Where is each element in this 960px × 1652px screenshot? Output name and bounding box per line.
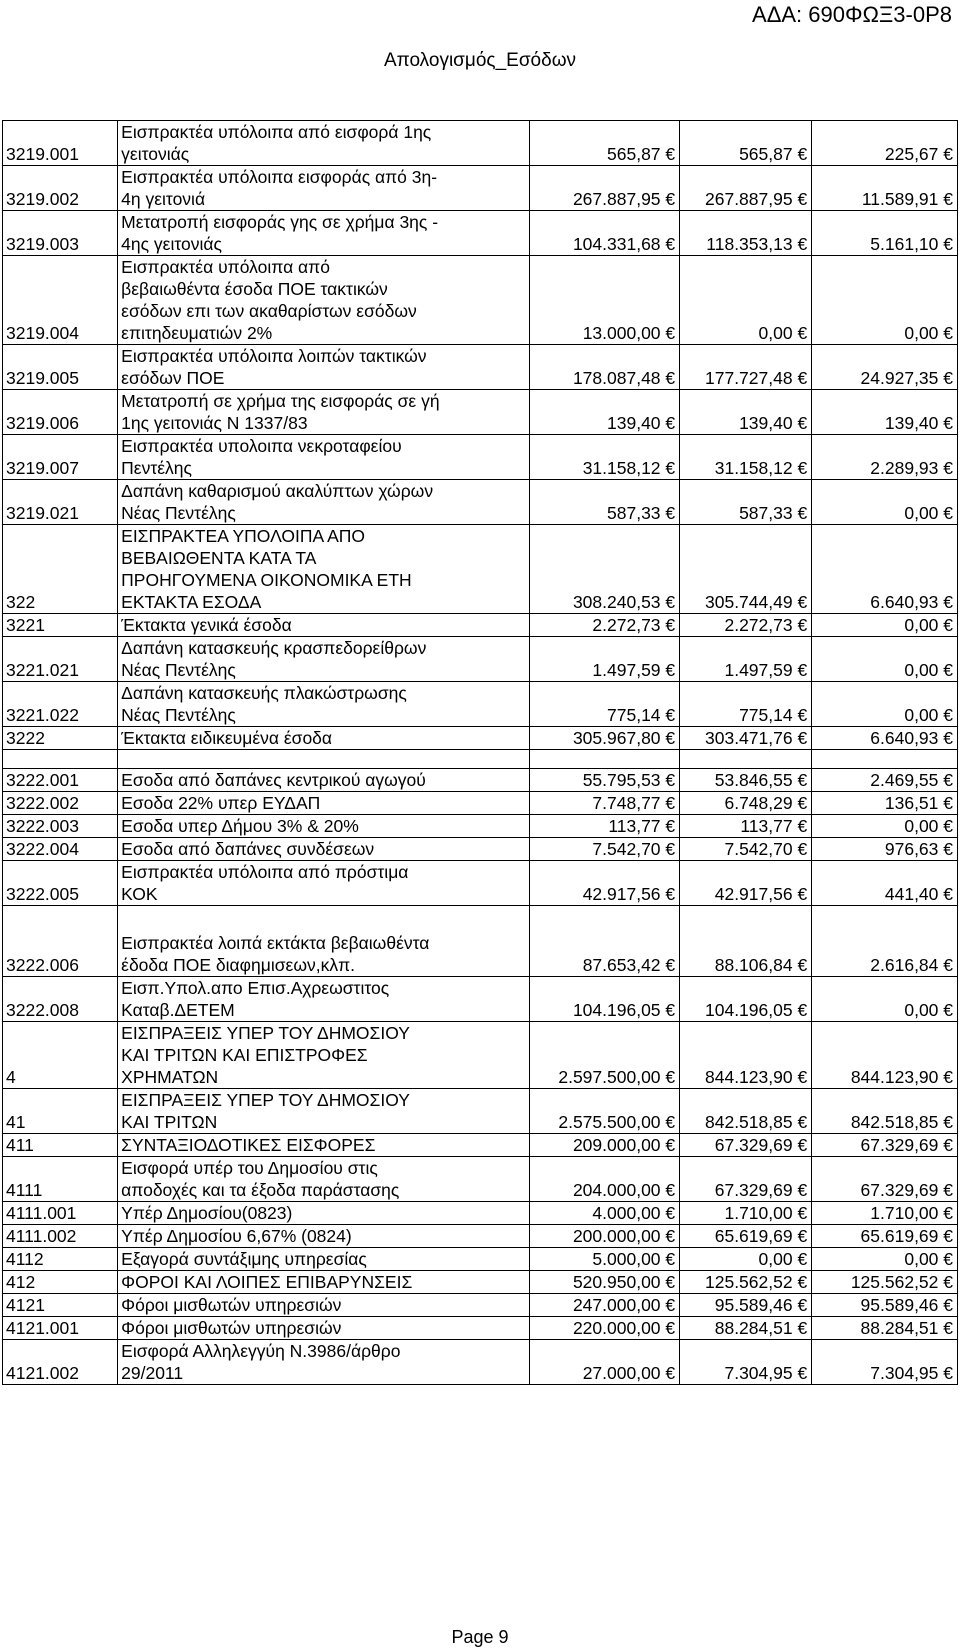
collected-amount: 0,00 € bbox=[812, 637, 958, 682]
description-line: Εισπρακτέα υπολοιπα νεκροταφείου bbox=[121, 436, 402, 456]
description-line: Εσοδα από δαπάνες κεντρικού αγωγού bbox=[121, 770, 426, 790]
budgeted-amount: 1.497,59 € bbox=[530, 637, 680, 682]
collected-amount: 2.289,93 € bbox=[812, 435, 958, 480]
assessed-amount: 88.106,84 € bbox=[680, 906, 812, 977]
description-line: 29/2011 bbox=[121, 1363, 184, 1383]
table-row bbox=[3, 815, 958, 838]
collected-amount: 976,63 € bbox=[812, 838, 958, 861]
assessed-amount: 177.727,48 € bbox=[680, 345, 812, 390]
description-line: ΠΡΟΗΓΟΥΜΕΝΑ ΟΙΚΟΝΟΜΙΚΑ ΕΤΗ bbox=[121, 570, 412, 590]
collected-amount: 125.562,52 € bbox=[812, 1271, 958, 1294]
account-code: 3219.007 bbox=[3, 435, 118, 480]
table-row bbox=[3, 525, 958, 614]
budgeted-amount: 87.653,42 € bbox=[530, 906, 680, 977]
description-line: Πεντέλης bbox=[121, 458, 192, 478]
budgeted-amount: 31.158,12 € bbox=[530, 435, 680, 480]
description-line: 4η γειτονιά bbox=[121, 189, 206, 209]
account-code: 3219.002 bbox=[3, 166, 118, 211]
assessed-amount: 2.272,73 € bbox=[680, 614, 812, 637]
description-line: Υπέρ Δημοσίου 6,67% (0824) bbox=[121, 1226, 352, 1246]
budgeted-amount: 27.000,00 € bbox=[530, 1340, 680, 1385]
collected-amount: 0,00 € bbox=[812, 256, 958, 345]
assessed-amount: 125.562,52 € bbox=[680, 1271, 812, 1294]
account-description bbox=[118, 1271, 530, 1294]
assessed-amount: 67.329,69 € bbox=[680, 1134, 812, 1157]
budgeted-amount: 2.272,73 € bbox=[530, 614, 680, 637]
description-line: ΧΡΗΜΑΤΩΝ bbox=[121, 1067, 219, 1087]
table-row bbox=[3, 1340, 958, 1385]
table-row bbox=[3, 1294, 958, 1317]
table-row bbox=[3, 769, 958, 792]
table-row bbox=[3, 637, 958, 682]
account-description bbox=[118, 1134, 530, 1157]
budgeted-amount: 42.917,56 € bbox=[530, 861, 680, 906]
description-line: ΕΙΣΠΡΑΞΕΙΣ ΥΠΕΡ ΤΟΥ ΔΗΜΟΣΙΟΥ bbox=[121, 1023, 410, 1043]
description-line: Εξαγορά συντάξιμης υπηρεσίας bbox=[121, 1249, 367, 1269]
description-line: ΚΑΙ ΤΡΙΤΩΝ bbox=[121, 1112, 218, 1132]
assessed-amount: 88.284,51 € bbox=[680, 1317, 812, 1340]
account-description bbox=[118, 345, 530, 390]
description-line: ΣΥΝΤΑΞΙΟΔΟΤΙΚΕΣ ΕΙΣΦΟΡΕΣ bbox=[121, 1135, 376, 1155]
assessed-amount: 587,33 € bbox=[680, 480, 812, 525]
collected-amount: 2.616,84 € bbox=[812, 906, 958, 977]
account-code: 3222 bbox=[3, 727, 118, 750]
collected-amount: 0,00 € bbox=[812, 815, 958, 838]
account-description bbox=[118, 1248, 530, 1271]
description-line: Νέας Πεντέλης bbox=[121, 503, 236, 523]
description-line: ΕΙΣΠΡΑΚΤΕΑ ΥΠΟΛΟΙΠΑ ΑΠΟ bbox=[121, 526, 366, 546]
empty-cell bbox=[3, 750, 118, 769]
account-code: 3219.021 bbox=[3, 480, 118, 525]
description-line: Εισπ.Υπολ.απο Επισ.Αχρεωστιτος bbox=[121, 978, 390, 998]
account-description bbox=[118, 435, 530, 480]
description-line: Δαπάνη καθαρισμού ακαλύπτων χώρων bbox=[121, 481, 434, 501]
collected-amount: 0,00 € bbox=[812, 480, 958, 525]
description-line: Εισπρακτέα λοιπά εκτάκτα βεβαιωθέντα bbox=[121, 933, 430, 953]
budgeted-amount: 2.597.500,00 € bbox=[530, 1022, 680, 1089]
account-code: 3222.005 bbox=[3, 861, 118, 906]
table-row bbox=[3, 390, 958, 435]
account-description bbox=[118, 769, 530, 792]
description-line: Έκτακτα ειδικευμένα έσοδα bbox=[121, 728, 333, 748]
collected-amount: 5.161,10 € bbox=[812, 211, 958, 256]
table-row bbox=[3, 838, 958, 861]
assessed-amount: 118.353,13 € bbox=[680, 211, 812, 256]
account-description bbox=[118, 727, 530, 750]
budgeted-amount: 267.887,95 € bbox=[530, 166, 680, 211]
account-code: 3219.004 bbox=[3, 256, 118, 345]
table-row bbox=[3, 1134, 958, 1157]
account-code: 4111.001 bbox=[3, 1202, 118, 1225]
collected-amount: 225,67 € bbox=[812, 121, 958, 166]
table-row bbox=[3, 906, 958, 977]
account-code: 3221.022 bbox=[3, 682, 118, 727]
description-line: Εισπρακτέα υπόλοιπα από bbox=[121, 257, 330, 277]
account-code: 3222.008 bbox=[3, 977, 118, 1022]
account-code: 4121.002 bbox=[3, 1340, 118, 1385]
description-line: Δαπάνη κατασκευής κρασπεδορείθρων bbox=[121, 638, 427, 658]
table-row bbox=[3, 345, 958, 390]
table-row bbox=[3, 1202, 958, 1225]
description-line: Εσοδα υπερ Δήμου 3% & 20% bbox=[121, 816, 359, 836]
table-row bbox=[3, 256, 958, 345]
budgeted-amount: 520.950,00 € bbox=[530, 1271, 680, 1294]
budgeted-amount: 587,33 € bbox=[530, 480, 680, 525]
account-description bbox=[118, 815, 530, 838]
collected-amount: 65.619,69 € bbox=[812, 1225, 958, 1248]
description-line: ΕΚΤΑΚΤΑ ΕΣΟΔΑ bbox=[121, 592, 262, 612]
collected-amount: 67.329,69 € bbox=[812, 1157, 958, 1202]
budgeted-amount: 565,87 € bbox=[530, 121, 680, 166]
assessed-amount: 139,40 € bbox=[680, 390, 812, 435]
collected-amount: 24.927,35 € bbox=[812, 345, 958, 390]
empty-cell bbox=[680, 750, 812, 769]
collected-amount: 11.589,91 € bbox=[812, 166, 958, 211]
assessed-amount: 6.748,29 € bbox=[680, 792, 812, 815]
table-row bbox=[3, 750, 958, 769]
collected-amount: 441,40 € bbox=[812, 861, 958, 906]
assessed-amount: 1.497,59 € bbox=[680, 637, 812, 682]
account-code: 412 bbox=[3, 1271, 118, 1294]
account-description bbox=[118, 525, 530, 614]
account-description bbox=[118, 1202, 530, 1225]
account-code: 4 bbox=[3, 1022, 118, 1089]
account-code: 3219.005 bbox=[3, 345, 118, 390]
account-code: 3219.001 bbox=[3, 121, 118, 166]
budgeted-amount: 2.575.500,00 € bbox=[530, 1089, 680, 1134]
account-code: 4121 bbox=[3, 1294, 118, 1317]
account-code: 3222.002 bbox=[3, 792, 118, 815]
budgeted-amount: 13.000,00 € bbox=[530, 256, 680, 345]
description-line: Υπέρ Δημοσίου(0823) bbox=[121, 1203, 293, 1223]
description-line: ΚΑΙ ΤΡΙΤΩΝ ΚΑΙ ΕΠΙΣΤΡΟΦΕΣ bbox=[121, 1045, 368, 1065]
assessed-amount: 303.471,76 € bbox=[680, 727, 812, 750]
description-line: 1ης γειτονιάς Ν 1337/83 bbox=[121, 413, 308, 433]
description-line: εσόδων ΠΟΕ bbox=[121, 368, 225, 388]
collected-amount: 7.304,95 € bbox=[812, 1340, 958, 1385]
budgeted-amount: 104.196,05 € bbox=[530, 977, 680, 1022]
account-description bbox=[118, 480, 530, 525]
description-line: Μετατροπή σε χρήμα της εισφοράς σε γή bbox=[121, 391, 440, 411]
assessed-amount: 0,00 € bbox=[680, 1248, 812, 1271]
assessed-amount: 565,87 € bbox=[680, 121, 812, 166]
budgeted-amount: 4.000,00 € bbox=[530, 1202, 680, 1225]
collected-amount: 6.640,93 € bbox=[812, 727, 958, 750]
account-description bbox=[118, 977, 530, 1022]
budgeted-amount: 247.000,00 € bbox=[530, 1294, 680, 1317]
account-code: 3222.004 bbox=[3, 838, 118, 861]
account-code: 322 bbox=[3, 525, 118, 614]
account-description bbox=[118, 682, 530, 727]
account-code: 4121.001 bbox=[3, 1317, 118, 1340]
assessed-amount: 42.917,56 € bbox=[680, 861, 812, 906]
account-code: 3221 bbox=[3, 614, 118, 637]
account-description bbox=[118, 1225, 530, 1248]
collected-amount: 0,00 € bbox=[812, 614, 958, 637]
account-description bbox=[118, 1317, 530, 1340]
table-row bbox=[3, 480, 958, 525]
budgeted-amount: 55.795,53 € bbox=[530, 769, 680, 792]
table-row bbox=[3, 1271, 958, 1294]
account-description bbox=[118, 211, 530, 256]
table-row bbox=[3, 1157, 958, 1202]
collected-amount: 6.640,93 € bbox=[812, 525, 958, 614]
account-code: 3222.001 bbox=[3, 769, 118, 792]
table-row bbox=[3, 166, 958, 211]
account-description bbox=[118, 1157, 530, 1202]
account-description bbox=[118, 1089, 530, 1134]
collected-amount: 95.589,46 € bbox=[812, 1294, 958, 1317]
account-code: 4111 bbox=[3, 1157, 118, 1202]
page-number: Page 9 bbox=[451, 1627, 509, 1647]
budgeted-amount: 139,40 € bbox=[530, 390, 680, 435]
table-row bbox=[3, 682, 958, 727]
budgeted-amount: 775,14 € bbox=[530, 682, 680, 727]
account-description bbox=[118, 906, 530, 977]
description-line: 4ης γειτονιάς bbox=[121, 234, 222, 254]
assessed-amount: 1.710,00 € bbox=[680, 1202, 812, 1225]
account-description bbox=[118, 166, 530, 211]
collected-amount: 0,00 € bbox=[812, 1248, 958, 1271]
account-description bbox=[118, 637, 530, 682]
account-description bbox=[118, 614, 530, 637]
description-line: Φόροι μισθωτών υπηρεσιών bbox=[121, 1295, 342, 1315]
account-code: 3219.003 bbox=[3, 211, 118, 256]
table-row bbox=[3, 1089, 958, 1134]
budgeted-amount: 113,77 € bbox=[530, 815, 680, 838]
description-line: ΕΙΣΠΡΑΞΕΙΣ ΥΠΕΡ ΤΟΥ ΔΗΜΟΣΙΟΥ bbox=[121, 1090, 410, 1110]
account-description bbox=[118, 390, 530, 435]
account-code: 3221.021 bbox=[3, 637, 118, 682]
description-line: Φόροι μισθωτών υπηρεσιών bbox=[121, 1318, 342, 1338]
description-line: Εσοδα 22% υπερ ΕΥΔΑΠ bbox=[121, 793, 321, 813]
assessed-amount: 844.123,90 € bbox=[680, 1022, 812, 1089]
description-line: Εσοδα από δαπάνες συνδέσεων bbox=[121, 839, 375, 859]
assessed-amount: 104.196,05 € bbox=[680, 977, 812, 1022]
assessed-amount: 95.589,46 € bbox=[680, 1294, 812, 1317]
assessed-amount: 305.744,49 € bbox=[680, 525, 812, 614]
assessed-amount: 67.329,69 € bbox=[680, 1157, 812, 1202]
budgeted-amount: 305.967,80 € bbox=[530, 727, 680, 750]
budgeted-amount: 7.542,70 € bbox=[530, 838, 680, 861]
account-code: 41 bbox=[3, 1089, 118, 1134]
account-code: 411 bbox=[3, 1134, 118, 1157]
account-code: 4111.002 bbox=[3, 1225, 118, 1248]
description-line: γειτονιάς bbox=[121, 144, 190, 164]
description-line: Νέας Πεντέλης bbox=[121, 660, 236, 680]
empty-cell bbox=[812, 750, 958, 769]
collected-amount: 1.710,00 € bbox=[812, 1202, 958, 1225]
table-row bbox=[3, 435, 958, 480]
assessed-amount: 7.304,95 € bbox=[680, 1340, 812, 1385]
table-row bbox=[3, 121, 958, 166]
collected-amount: 0,00 € bbox=[812, 977, 958, 1022]
empty-cell bbox=[118, 750, 530, 769]
account-description bbox=[118, 1022, 530, 1089]
account-code: 3222.006 bbox=[3, 906, 118, 977]
table-row bbox=[3, 1225, 958, 1248]
budgeted-amount: 7.748,77 € bbox=[530, 792, 680, 815]
description-line: βεβαιωθέντα έσοδα ΠΟΕ τακτικών bbox=[121, 279, 388, 299]
table-row bbox=[3, 614, 958, 637]
description-line: Εισφορά υπέρ του Δημοσίου στις bbox=[121, 1158, 378, 1178]
account-description bbox=[118, 256, 530, 345]
assessed-amount: 842.518,85 € bbox=[680, 1089, 812, 1134]
budgeted-amount: 5.000,00 € bbox=[530, 1248, 680, 1271]
account-description bbox=[118, 1340, 530, 1385]
account-description bbox=[118, 861, 530, 906]
account-description bbox=[118, 792, 530, 815]
description-line: Καταβ.ΔΕΤΕΜ bbox=[121, 1000, 235, 1020]
budgeted-amount: 220.000,00 € bbox=[530, 1317, 680, 1340]
table-row bbox=[3, 1248, 958, 1271]
table-row bbox=[3, 792, 958, 815]
empty-cell bbox=[530, 750, 680, 769]
account-description bbox=[118, 121, 530, 166]
table-row bbox=[3, 861, 958, 906]
budgeted-amount: 178.087,48 € bbox=[530, 345, 680, 390]
ada-code: ΑΔΑ: 690ΦΩΞ3-0Ρ8 bbox=[752, 2, 952, 27]
description-line: ΒΕΒΑΙΩΘΕΝΤΑ ΚΑΤΑ ΤΑ bbox=[121, 548, 317, 568]
budgeted-amount: 308.240,53 € bbox=[530, 525, 680, 614]
description-line: Εισπρακτέα υπόλοιπα από πρόστιμα bbox=[121, 862, 409, 882]
description-line: Εισπρακτέα υπόλοιπα από εισφορά 1ης bbox=[121, 122, 432, 142]
assessed-amount: 53.846,55 € bbox=[680, 769, 812, 792]
description-line: ΚΟΚ bbox=[121, 884, 158, 904]
revenue-table bbox=[2, 120, 958, 1385]
description-line: Έκτακτα γενικά έσοδα bbox=[121, 615, 292, 635]
account-description bbox=[118, 838, 530, 861]
budgeted-amount: 104.331,68 € bbox=[530, 211, 680, 256]
description-line: ΦΟΡΟΙ ΚΑΙ ΛΟΙΠΕΣ ΕΠΙΒΑΡΥΝΣΕΙΣ bbox=[121, 1272, 413, 1292]
budgeted-amount: 204.000,00 € bbox=[530, 1157, 680, 1202]
account-description bbox=[118, 1294, 530, 1317]
assessed-amount: 0,00 € bbox=[680, 256, 812, 345]
collected-amount: 2.469,55 € bbox=[812, 769, 958, 792]
collected-amount: 0,00 € bbox=[812, 682, 958, 727]
description-line: επιτηδευματιών 2% bbox=[121, 323, 273, 343]
description-line: Εισφορά Αλληλεγγύη Ν.3986/άρθρο bbox=[121, 1341, 401, 1361]
description-line: εσόδων επι των ακαθαρίστων εσόδων bbox=[121, 301, 417, 321]
collected-amount: 67.329,69 € bbox=[812, 1134, 958, 1157]
description-line: Εισπρακτέα υπόλοιπα εισφοράς από 3η- bbox=[121, 167, 438, 187]
account-code: 3219.006 bbox=[3, 390, 118, 435]
account-code: 3222.003 bbox=[3, 815, 118, 838]
table-row bbox=[3, 1022, 958, 1089]
collected-amount: 139,40 € bbox=[812, 390, 958, 435]
assessed-amount: 7.542,70 € bbox=[680, 838, 812, 861]
document-title: Απολογισμός_Εσόδων bbox=[383, 50, 577, 71]
description-line: Μετατροπή εισφοράς γης σε χρήμα 3ης - bbox=[121, 212, 439, 232]
collected-amount: 88.284,51 € bbox=[812, 1317, 958, 1340]
collected-amount: 136,51 € bbox=[812, 792, 958, 815]
table-row bbox=[3, 1317, 958, 1340]
description-line: Εισπρακτέα υπόλοιπα λοιπών τακτικών bbox=[121, 346, 427, 366]
table-row bbox=[3, 211, 958, 256]
table-row bbox=[3, 727, 958, 750]
budgeted-amount: 200.000,00 € bbox=[530, 1225, 680, 1248]
description-line: έδοδα ΠΟΕ διαφημισεων,κλπ. bbox=[121, 955, 356, 975]
budgeted-amount: 209.000,00 € bbox=[530, 1134, 680, 1157]
assessed-amount: 267.887,95 € bbox=[680, 166, 812, 211]
account-code: 4112 bbox=[3, 1248, 118, 1271]
collected-amount: 842.518,85 € bbox=[812, 1089, 958, 1134]
description-line: Δαπάνη κατασκευής πλακώστρωσης bbox=[121, 683, 407, 703]
assessed-amount: 113,77 € bbox=[680, 815, 812, 838]
description-line: αποδοχές και τα έξοδα παράστασης bbox=[121, 1180, 400, 1200]
assessed-amount: 65.619,69 € bbox=[680, 1225, 812, 1248]
assessed-amount: 775,14 € bbox=[680, 682, 812, 727]
table-row bbox=[3, 977, 958, 1022]
assessed-amount: 31.158,12 € bbox=[680, 435, 812, 480]
collected-amount: 844.123,90 € bbox=[812, 1022, 958, 1089]
description-line: Νέας Πεντέλης bbox=[121, 705, 236, 725]
